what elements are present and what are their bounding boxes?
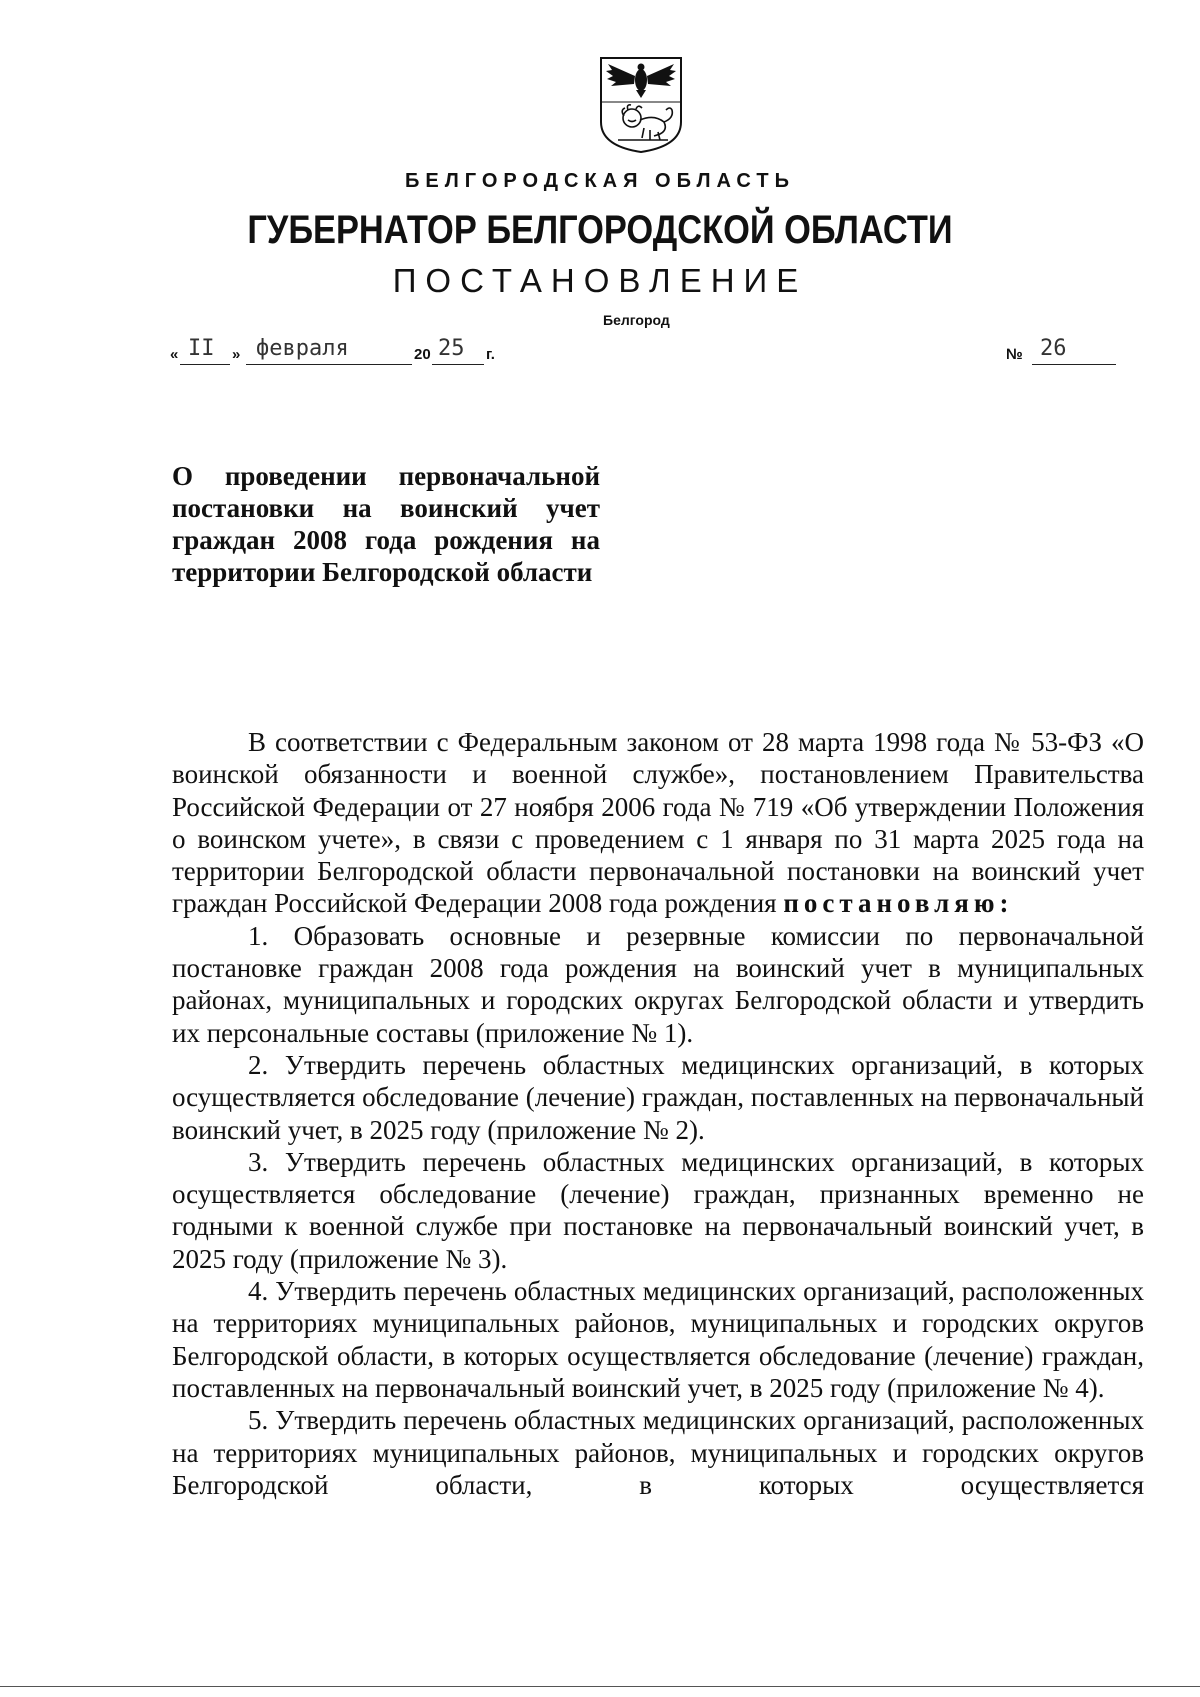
- region-title: БЕЛГОРОДСКАЯ ОБЛАСТЬ: [405, 170, 795, 192]
- date-year-underline: [432, 364, 484, 365]
- city-name: Белгород: [603, 312, 670, 328]
- coat-of-arms-icon: [598, 56, 684, 154]
- governor-title: ГУБЕРНАТОР БЕЛГОРОДСКОЙ ОБЛАСТИ: [247, 208, 953, 252]
- date-year: 25: [438, 336, 465, 361]
- number-underline: [1032, 364, 1116, 365]
- page-bottom-rule: [0, 1686, 1200, 1687]
- date-day: II: [188, 336, 215, 361]
- number-value: 26: [1040, 336, 1067, 361]
- date-open-quote: «: [170, 346, 179, 363]
- date-month: февраля: [256, 336, 349, 361]
- body-item-5: 5. Утвердить перечень областных медицинских организаций, расположенных на территориях муниципальных районов, муниципальных и городских округов Белгородской области, в которых осуществляется: [172, 1405, 1144, 1500]
- document-number: [1006, 336, 1116, 368]
- document-body: [172, 726, 1144, 1501]
- date-day-underline: [180, 364, 230, 365]
- body-item-2: 2. Утвердить перечень областных медицинских организаций, в которых осуществляется обследование (лечение) граждан, поставленных на первоначальный воинский учет, в 2025 году (приложение № 2).: [172, 1049, 1144, 1145]
- resolve-word: постановляю:: [783, 888, 1014, 919]
- body-intro-paragraph: [172, 726, 1144, 920]
- body-item-3: 3. Утвердить перечень областных медицинских организаций, в которых осуществляется обследование (лечение) граждан, признанных временно не годными к военной службе при постановке на первоначальный воинский учет, в 2025 году (приложение № 3).: [172, 1146, 1144, 1274]
- date-century: 20: [414, 346, 431, 363]
- coat-of-arms: [598, 56, 684, 154]
- document-type: ПОСТАНОВЛЕНИЕ: [392, 262, 808, 299]
- body-intro-text: В соответствии с Федеральным законом от 28 марта 1998 года № 53-ФЗ «О воинской обязанности и военной службе», постановлением Правительства Российской Федерации от 27 ноября 2006 года № 719 «Об утверждении Положения о воинском учете», в связи с проведением с 1 января по 31 марта 2025 года на территории Белгородской области первоначальной постановки на воинский учет граждан Российской Федерации 2008 года рождения: [172, 727, 1144, 919]
- date-suffix: г.: [486, 346, 495, 363]
- date-close-quote: »: [232, 346, 241, 363]
- body-item-4: 4. Утвердить перечень областных медицинских организаций, расположенных на территориях муниципальных районов, муниципальных и городских округов Белгородской области, в которых осуществляется обследование (лечение) граждан, поставленных на первоначальный воинский учет, в 2025 году (приложение № 4).: [172, 1276, 1144, 1403]
- number-label: №: [1006, 346, 1023, 363]
- document-subject: О проведении первоначальной постановки на воинский учет граждан 2008 года рождения на территории Белгородской области: [172, 461, 600, 587]
- body-item-1: 1. Образовать основные и резервные комиссии по первоначальной постановке граждан 2008 года рождения на воинский учет в муниципальных районах, муниципальных и городских округах Белгородской области и утвердить их персональные составы (приложение № 1).: [172, 920, 1144, 1048]
- date-month-underline: [246, 364, 412, 365]
